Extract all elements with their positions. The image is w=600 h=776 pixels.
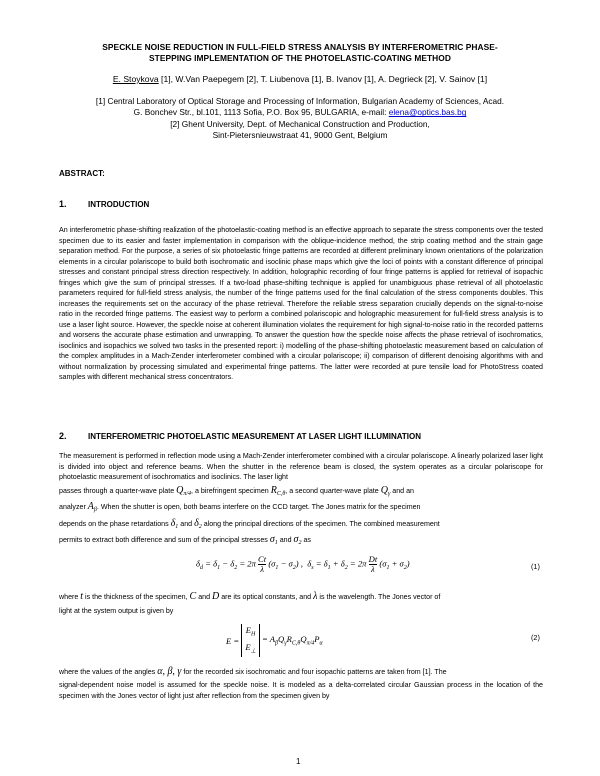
title-line-2: STEPPING IMPLEMENTATION OF THE PHOTOELASTIC-COATING METHOD <box>149 53 451 63</box>
section-1-title: INTRODUCTION <box>88 200 150 209</box>
section-2-heading <box>59 431 421 441</box>
affiliation-line-3: [2] Ghent University, Dept. of Mechanical Construction and Production, <box>170 118 430 129</box>
page-number: 1 <box>296 757 301 766</box>
equation-2: $E = E_H$ $E_\perp = A_\beta Q_\gamma R_{C,\theta}Q_{\pi/4}P_\alpha$ <box>226 624 323 657</box>
section-2-line-output: light at the system output is given by <box>59 607 174 615</box>
math-specimen: $R_{C,\theta}$ <box>270 485 286 497</box>
author-list <box>40 74 560 85</box>
math-sigma-2: $\sigma_2$ <box>293 534 302 546</box>
affiliation-line-2 <box>40 107 560 118</box>
section-2-title: INTERFEROMETRIC PHOTOELASTIC MEASUREMENT AT LASER LIGHT ILLUMINATION <box>88 432 422 441</box>
math-sigma-1: $\sigma_1$ <box>269 534 278 546</box>
math-second-plate: $Q_\gamma$ <box>380 485 391 497</box>
introduction-paragraph: An interferometric phase-shifting realization of the photoelastic-coating method is an effective approach to separate the stress components over the tested specimen due to its easier and faster implementation in comparison with the oblique-incidence method, the strip coating method and the strain gage separation method. For the purpose, a series of six photoelastic fringe patterns are recorded at different preliminary known orientations of the polarization elements in a circular polariscope to build both isochromatic and isoclinic phase maps which give the loci of points with a constant difference of principal stresses and constant principal stress direction respectively. In addition, holographic recording of four fringe patterns is applied for retrieval of isopachic fringes which give the sum of principal stresses. If a two-load phase-shifting technique is applied for unambiguous phase retrieval of all photoelastic parameters required for full-field stress analysis, the number of the fringe patterns used for the final calculation of the stress components doubles. This increases the requirements set on the accuracy of the phase retrieval. Therefore the reliable stress separation crucially depends on the signal-to-noise ratio in the recorded fringe patterns. The easiest way to perform a combined polariscopic and holographic measurement for full-field stress analysis is to use a laser light source. However, the speckle noise at coherent illumination violates the requirement for high signal-to-noise ratio in the recorded patterns and worsens the accurate phase estimation and unwrapping. To answer the question how the speckle noise affects the phase retrieval of isochromatics, isoclinics and isopachics we solved two tasks in the presented report: i) modelling of the phase-shifting photoelastic measurement based on calculation of the complex amplitudes in a Mach-Zender interferometer combined with a circular polariscope; ii) comparison of different denoising algorithms with and without normalization by processing simulated and experimental fringe patterns. The latter were recorded at pure tensile load for PhotoStress coated samples with different mechanical stress concentrators. <box>59 226 543 381</box>
title-line-1: SPECKLE NOISE REDUCTION IN FULL-FIELD STRESS ANALYSIS BY INTERFEROMETRIC PHASE- <box>102 42 498 52</box>
math-lambda: λ <box>313 591 318 602</box>
affiliation-address: G. Bonchev Str., bl.101, 1113 Sofia, P.O. Box 95, BULGARIA, e-mail: <box>133 107 389 118</box>
equation-2-number: (2) <box>531 633 540 642</box>
math-quarter-wave-plate: $Q_{\pi/4}$ <box>176 485 192 497</box>
affiliations <box>40 96 560 141</box>
paper-title <box>40 42 560 64</box>
math-analyzer: $A_\beta$ <box>87 501 97 513</box>
section-1-number: 1. <box>59 199 67 209</box>
math-delta-1: $\delta_1$ <box>170 518 179 530</box>
equation-1-number: (1) <box>531 562 540 571</box>
section-2-paragraph-noise: signal-dependent noise model is assumed for the speckle noise. It is modeled as a delta-correlated circular Gaussian process in the location of the specimen with the Jones vector of light just after reflection from the specimen given by <box>59 681 543 700</box>
section-2-line-quarter-wave: passes through a quarter-wave plate $Q_{\pi/4}$, a birefringent specimen $R_{C,\theta}$, a second quarter-wave plate $Q_\gamma$ and an <box>59 485 414 497</box>
abstract-heading: ABSTRACT: <box>59 169 105 178</box>
math-D: D <box>212 591 220 602</box>
math-delta-2: $\delta_2$ <box>194 518 202 530</box>
math-angles: α, β, γ <box>157 666 182 677</box>
other-authors: [1], W.Van Paepegem [2], T. Liubenova [1], B. Ivanov [1], A. Degrieck [2], V. Sainov [1] <box>158 74 488 84</box>
math-C: C <box>189 591 197 602</box>
section-2-paragraph-1: The measurement is performed in reflection mode using a Mach-Zender interferometer combined with a circular polariscope. A linearly polarized laser light is divided into object and reference beams. When the shutter in the reference beam is closed, the system operates as a circular polariscope for photoelastic measurement of isochromatics and isoclinics. The laser light <box>59 452 543 481</box>
section-2-line-retardation: depends on the phase retardations $\delta_1$ and $\delta_2$ along the principal directions of the specimen. The combined measurement <box>59 518 440 530</box>
equation-1: $\delta_d = \delta_1 - \delta_2 = 2\pi$ $\frac{Ct}{\lambda}$ $(\sigma_1 - \sigma_2)$ , $\delta_s = \delta_1 + \delta_2 = 2\pi$ $\frac{Dt}{\lambda}$ $(\sigma_1 + \sigma_2)$ <box>196 554 410 574</box>
section-2-number: 2. <box>59 431 67 441</box>
section-2-line-angles: where the values of the angles α, β, γ for the recorded six isochromatic and four isopachic patterns are taken from [1]. The <box>59 666 447 677</box>
math-t: t <box>80 591 84 602</box>
section-2-line-analyzer: analyzer $A_\beta$. When the shutter is open, both beams interfere on the CCD target. The Jones matrix for the specimen <box>59 501 421 513</box>
email-link[interactable]: elena@optics.bas.bg <box>388 107 467 118</box>
section-2-line-stresses: permits to extract both difference and sum of the principal stresses $\sigma_1$ and $\sigma_2$ as <box>59 534 311 546</box>
affiliation-line-1: [1] Central Laboratory of Optical Storage and Processing of Information, Bulgarian Academy of Sciences, Acad. <box>95 96 505 106</box>
affiliation-line-4: Sint-Pietersnieuwstraat 41, 9000 Gent, Belgium <box>212 129 388 140</box>
section-2-line-where: where t is the thickness of the specimen, C and D are its optical constants, and λ is the wavelength. The Jones vector of <box>59 591 441 602</box>
section-1-heading <box>59 199 149 209</box>
first-author: E. Stoykova <box>112 74 159 84</box>
